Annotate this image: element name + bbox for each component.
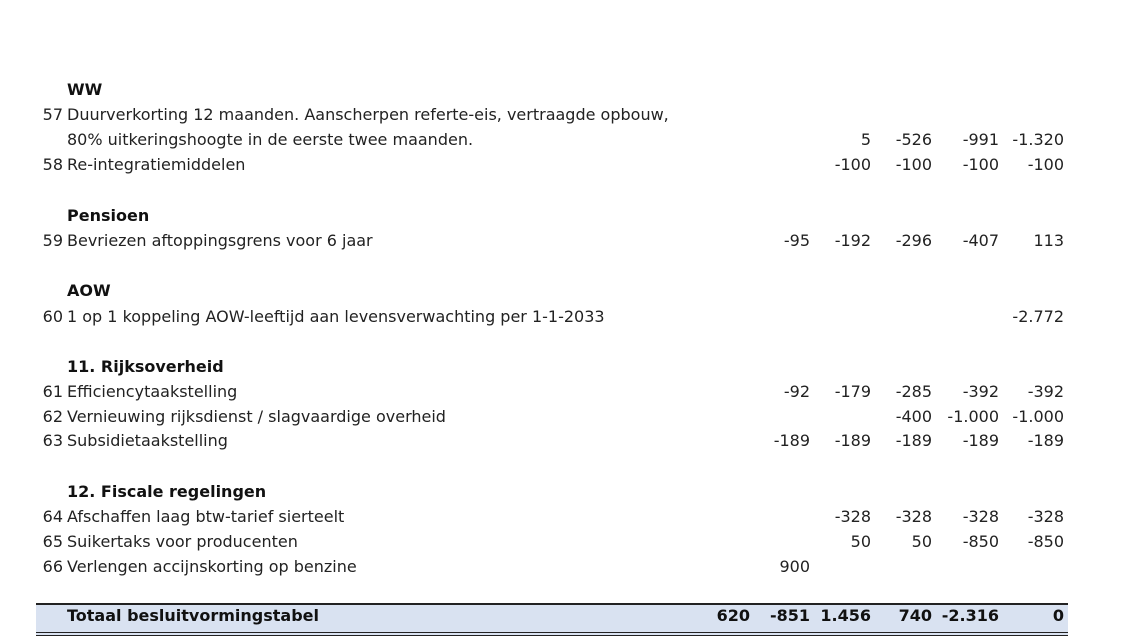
row-value: -2.772 (1012, 307, 1064, 326)
table-row (0, 429, 1146, 453)
table-row (0, 103, 1146, 127)
total-label: Totaal besluitvormingstabel (67, 606, 319, 625)
section-title: Pensioen (67, 206, 150, 225)
row-value: -189 (1027, 431, 1064, 450)
row-value: -407 (962, 231, 999, 250)
total-value: -851 (769, 606, 810, 625)
row-value: -95 (783, 231, 810, 250)
row-number: 58 (42, 155, 63, 174)
row-description: Suikertaks voor producenten (67, 532, 298, 551)
row-value: -100 (962, 155, 999, 174)
row-value: -392 (1027, 382, 1064, 401)
row-value: -400 (895, 407, 932, 426)
table-row (0, 153, 1146, 177)
table-row (0, 305, 1146, 329)
table-row (0, 380, 1146, 404)
row-value: -328 (962, 507, 999, 526)
row-value: -189 (773, 431, 810, 450)
row-description: Subsidietaakstelling (67, 431, 228, 450)
row-value: -189 (834, 431, 871, 450)
row-value: -189 (962, 431, 999, 450)
table-row (0, 128, 1146, 152)
row-value: -100 (1027, 155, 1064, 174)
section-title: 11. Rijksoverheid (67, 357, 224, 376)
row-value: -1.320 (1012, 130, 1064, 149)
section-title: 12. Fiscale regelingen (67, 482, 267, 501)
total-row (0, 604, 1146, 628)
row-description: Verlengen accijnskorting op benzine (67, 557, 357, 576)
row-number: 57 (42, 105, 63, 124)
total-value: 1.456 (820, 606, 871, 625)
row-value: -392 (962, 382, 999, 401)
row-number: 61 (42, 382, 63, 401)
row-value: -100 (834, 155, 871, 174)
section-header (0, 78, 1146, 102)
row-description: Efficiencytaakstelling (67, 382, 238, 401)
total-value: 620 (716, 606, 750, 625)
row-value: -179 (834, 382, 871, 401)
row-value: -991 (962, 130, 999, 149)
row-value: 50 (850, 532, 871, 551)
row-description: Duurverkorting 12 maanden. Aanscherpen referte-eis, vertraagde opbouw, (67, 105, 669, 124)
row-description: Bevriezen aftoppingsgrens voor 6 jaar (67, 231, 373, 250)
row-value: -526 (895, 130, 932, 149)
row-value: -189 (895, 431, 932, 450)
row-value: -328 (1027, 507, 1064, 526)
table-row (0, 555, 1146, 579)
table-row (0, 405, 1146, 429)
row-value: -1.000 (947, 407, 999, 426)
row-number: 66 (42, 557, 63, 576)
row-value: -92 (783, 382, 810, 401)
row-number: 60 (42, 307, 63, 326)
row-value: -328 (834, 507, 871, 526)
row-number: 59 (42, 231, 63, 250)
row-description: Afschaffen laag btw-tarief sierteelt (67, 507, 345, 526)
section-header (0, 480, 1146, 504)
row-description: Re-integratiemiddelen (67, 155, 246, 174)
total-value: 740 (898, 606, 932, 625)
section-title: AOW (67, 281, 111, 300)
section-header (0, 204, 1146, 228)
row-number: 64 (42, 507, 63, 526)
row-description: Vernieuwing rijksdienst / slagvaardige overheid (67, 407, 446, 426)
table-row (0, 530, 1146, 554)
row-value: -100 (895, 155, 932, 174)
table-row (0, 505, 1146, 529)
row-value: -296 (895, 231, 932, 250)
row-value: -328 (895, 507, 932, 526)
row-number: 63 (42, 431, 63, 450)
row-description: 1 op 1 koppeling AOW-leeftijd aan levensverwachting per 1-1-2033 (67, 307, 605, 326)
row-value: -285 (895, 382, 932, 401)
row-value: 113 (1033, 231, 1064, 250)
row-value: 50 (911, 532, 932, 551)
row-value: -850 (1027, 532, 1064, 551)
row-number: 65 (42, 532, 63, 551)
row-value: -1.000 (1012, 407, 1064, 426)
table-row (0, 229, 1146, 253)
total-value: 0 (1052, 606, 1064, 625)
row-value: 900 (779, 557, 810, 576)
row-value: -192 (834, 231, 871, 250)
row-value: 5 (860, 130, 871, 149)
row-value: -850 (962, 532, 999, 551)
row-number: 62 (42, 407, 63, 426)
section-header (0, 355, 1146, 379)
section-title: WW (67, 80, 103, 99)
total-value: -2.316 (941, 606, 999, 625)
section-header (0, 279, 1146, 303)
row-description: 80% uitkeringshoogte in de eerste twee maanden. (67, 130, 474, 149)
